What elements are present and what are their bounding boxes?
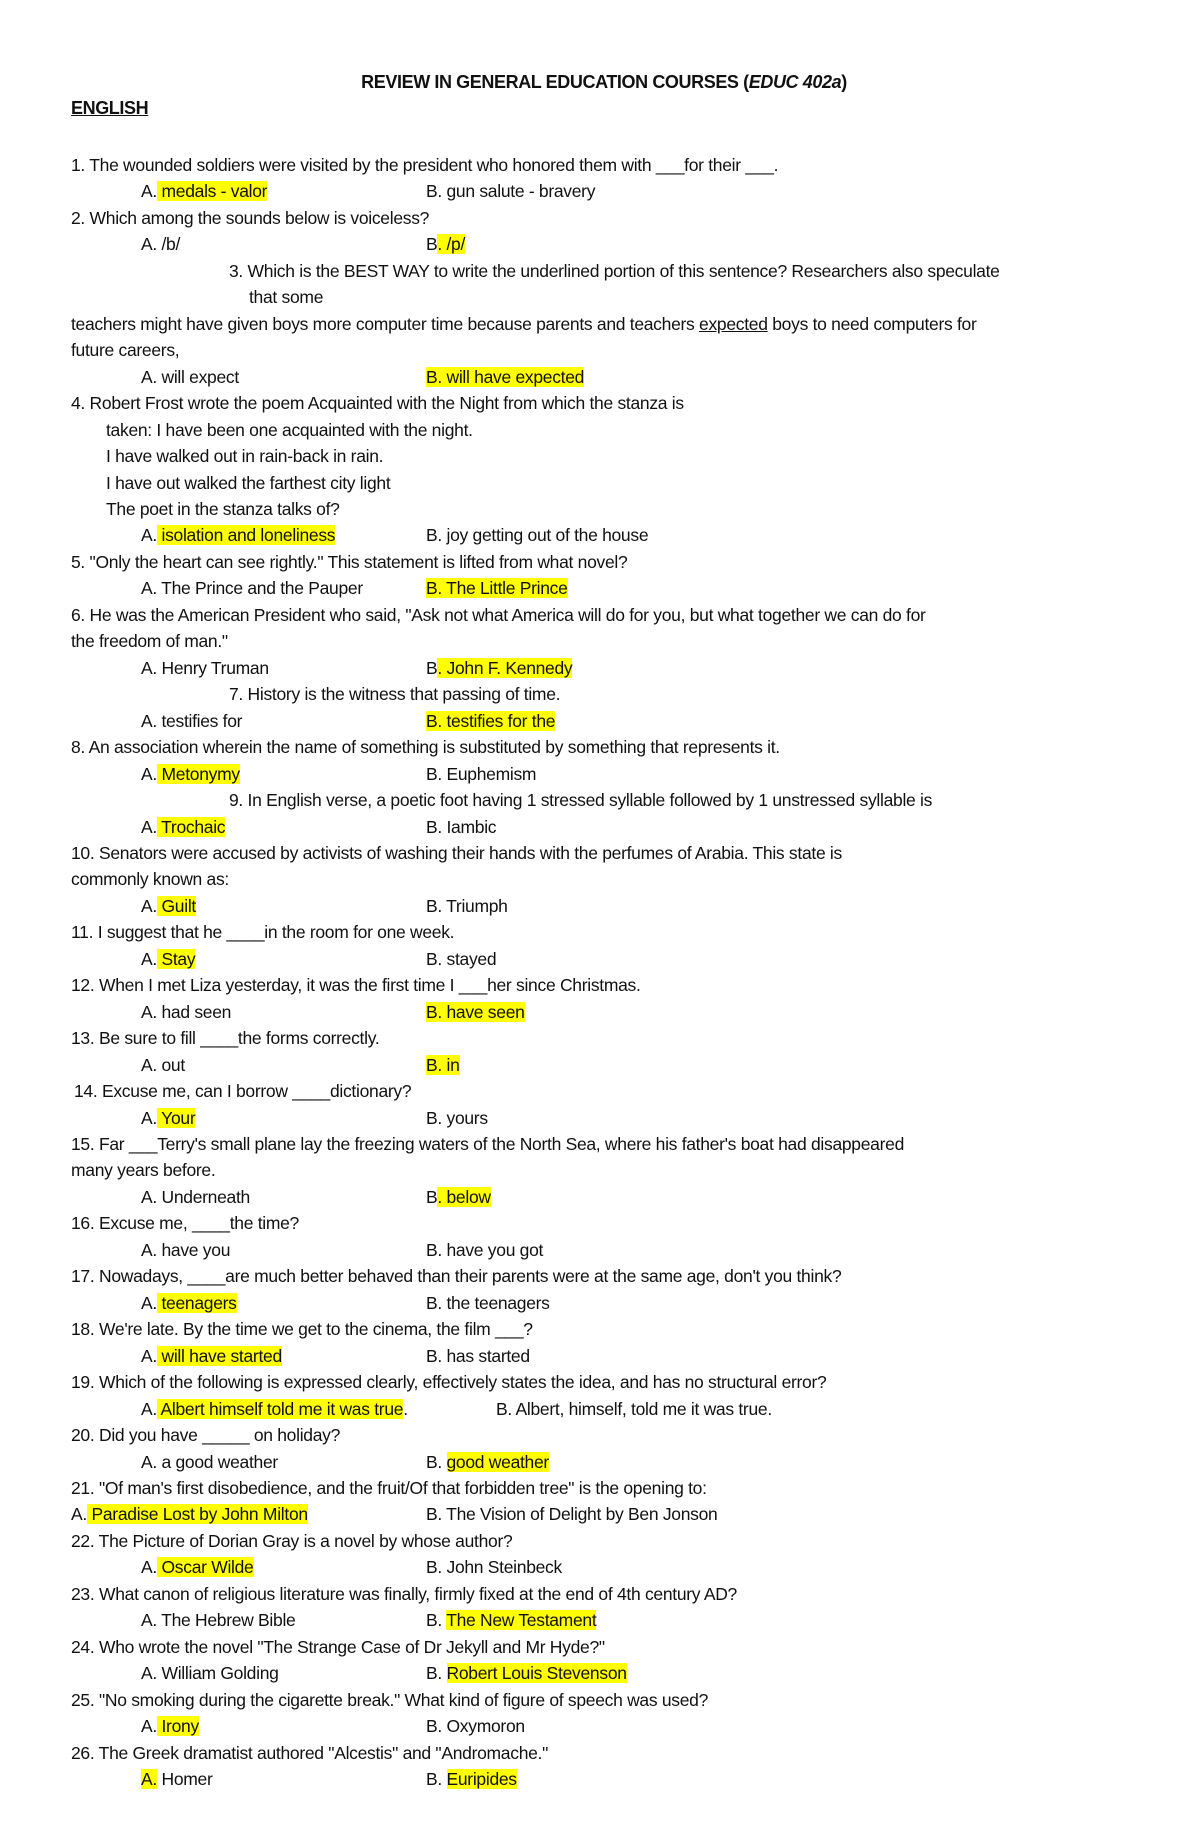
text-segment: The poet in the stanza talks of? [106, 498, 340, 519]
text-segment: A. [141, 1107, 157, 1128]
text-segment: 25. "No smoking during the cigarette break." What kind of figure of speech was used? [71, 1689, 709, 1710]
text-segment: B. yours [426, 1107, 488, 1128]
text-segment: A. [141, 1398, 157, 1419]
highlighted-answer: medals - valor [156, 181, 268, 202]
option-b [426, 1184, 491, 1210]
text-segment: 10. Senators were accused by activists of washing their hands with the perfumes of Arabia. This state is [71, 842, 842, 863]
option-b [426, 575, 568, 601]
highlighted-answer: Albert himself told me it was true [156, 1398, 404, 1419]
question-line [71, 152, 778, 178]
option-b [426, 1554, 562, 1580]
text-segment: 2. Which among the sounds below is voiceless? [71, 207, 430, 228]
text-segment: 6. He was the American President who said, "Ask not what America will do for you, but what together we can do for [71, 604, 926, 625]
text-segment: future careers, [71, 340, 180, 361]
text-segment: 14. Excuse me, can I borrow ____dictionary? [74, 1081, 412, 1102]
answer-options [0, 708, 1200, 734]
option-a [141, 364, 239, 390]
question-line [71, 972, 641, 998]
text-segment: A. a good weather [141, 1451, 278, 1472]
option-a [141, 708, 242, 734]
text-segment: A. [141, 181, 157, 202]
option-a [141, 1343, 282, 1369]
highlighted-answer: . /p/ [437, 234, 466, 255]
text-segment: A. testifies for [141, 710, 243, 731]
question-line [71, 1210, 299, 1236]
highlighted-answer: A. [141, 1769, 157, 1790]
text-segment: 15. Far ___Terry's small plane lay the freezing waters of the North Sea, where his father's boat had disappeared [71, 1134, 905, 1155]
option-b [426, 946, 496, 972]
answer-options [0, 575, 1200, 601]
option-a [141, 893, 196, 919]
question-line [71, 1634, 605, 1660]
option-b [426, 522, 648, 548]
text-segment: 12. When I met Liza yesterday, it was the first time I ___her since Christmas. [71, 975, 641, 996]
highlighted-answer: Euripides [446, 1769, 517, 1790]
option-a [141, 1713, 199, 1739]
text-segment: 16. Excuse me, ____the time? [71, 1213, 299, 1234]
text-segment: 24. Who wrote the novel "The Strange Case of Dr Jekyll and Mr Hyde?" [71, 1636, 605, 1657]
question-line [249, 284, 323, 310]
highlighted-answer: The New Testament [446, 1610, 597, 1631]
question-line [71, 840, 842, 866]
text-segment: B. John Steinbeck [426, 1557, 562, 1578]
option-b [426, 1343, 530, 1369]
text-segment: B. [426, 1610, 447, 1631]
text-segment: I have out walked the farthest city light [106, 472, 391, 493]
option-a [141, 1766, 213, 1792]
question-line [229, 258, 1000, 284]
text-segment: . [403, 1398, 408, 1419]
highlighted-answer: B. in [426, 1054, 460, 1075]
text-segment: B. gun salute - bravery [426, 181, 596, 202]
answer-options [0, 1607, 1200, 1633]
title-text: REVIEW IN GENERAL EDUCATION COURSES ( [361, 72, 749, 92]
answer-options [0, 1290, 1200, 1316]
option-b [426, 1607, 596, 1633]
option-b [426, 1290, 550, 1316]
answer-options [0, 231, 1200, 257]
option-b [426, 231, 465, 257]
option-b [426, 364, 584, 390]
text-segment: A. had seen [141, 1001, 232, 1022]
question-line [106, 496, 340, 522]
text-segment: B. Euphemism [426, 763, 537, 784]
text-segment: 11. I suggest that he ____in the room for one week. [71, 922, 455, 943]
option-a [71, 1501, 308, 1527]
question-line [71, 205, 429, 231]
text-segment: 20. Did you have _____ on holiday? [71, 1425, 341, 1446]
answer-options [0, 364, 1200, 390]
option-b [426, 1237, 543, 1263]
question-line [74, 1078, 411, 1104]
text-segment: A. [141, 948, 157, 969]
answer-options [0, 1554, 1200, 1580]
text-segment: A. William Golding [141, 1663, 279, 1684]
question-line [71, 1422, 340, 1448]
option-b [426, 893, 508, 919]
answer-options [0, 946, 1200, 972]
text-segment: B. stayed [426, 948, 497, 969]
highlighted-answer: B. The Little Prince [426, 578, 568, 599]
option-a [141, 1290, 237, 1316]
answer-options [0, 814, 1200, 840]
answer-options [0, 1713, 1200, 1739]
option-b [426, 1713, 525, 1739]
text-segment: B. have you got [426, 1239, 544, 1260]
option-b [426, 1105, 488, 1131]
highlighted-answer: Robert Louis Stevenson [446, 1663, 627, 1684]
text-segment: B [426, 1186, 438, 1207]
text-segment: 9. In English verse, a poetic foot having 1 stressed syllable followed by 1 unstressed syllable is [229, 790, 933, 811]
question-line [71, 628, 228, 654]
highlighted-answer: B. testifies for the [426, 710, 556, 731]
text-segment: A. Henry Truman [141, 657, 269, 678]
underlined-text: expected [699, 313, 768, 334]
option-b [426, 761, 536, 787]
text-segment: B. Iambic [426, 816, 497, 837]
option-b [426, 1449, 549, 1475]
question-line [71, 866, 229, 892]
text-segment: B. The Vision of Delight by Ben Jonson [426, 1504, 718, 1525]
question-line [71, 1263, 841, 1289]
option-a [141, 1554, 254, 1580]
section-heading: ENGLISH [71, 98, 149, 118]
text-segment: A. [141, 1292, 157, 1313]
highlighted-answer: Irony [156, 1716, 199, 1737]
text-segment: A. [71, 1504, 87, 1525]
answer-options [0, 999, 1200, 1025]
text-segment: A. out [141, 1054, 185, 1075]
text-segment: B. Albert, himself, told me it was true. [496, 1398, 772, 1419]
option-a [141, 946, 195, 972]
answer-options [0, 1660, 1200, 1686]
answer-options [0, 1501, 1200, 1527]
text-segment: 1. The wounded soldiers were visited by the president who honored them with ___for their ___. [71, 155, 779, 175]
text-segment: 17. Nowadays, ____are much better behaved than their parents were at the same age, don't you think? [71, 1266, 842, 1287]
highlighted-answer: . John F. Kennedy [437, 657, 573, 678]
option-a [141, 178, 267, 204]
text-segment: A. [141, 763, 157, 784]
text-segment: A. [141, 1716, 157, 1737]
option-b [426, 814, 496, 840]
highlighted-answer: isolation and loneliness [156, 525, 336, 546]
option-a [141, 575, 363, 601]
highlighted-answer: will have started [156, 1345, 282, 1366]
question-line [106, 470, 390, 496]
option-b [426, 1501, 717, 1527]
option-b [426, 999, 525, 1025]
text-segment: A. The Hebrew Bible [141, 1610, 296, 1631]
option-a [141, 1449, 278, 1475]
question-line [71, 1687, 708, 1713]
answer-options [0, 893, 1200, 919]
text-segment: boys to need computers for [767, 313, 977, 334]
text-segment: teachers might have given boys more computer time because parents and teachers [71, 313, 700, 334]
question-line [71, 1581, 737, 1607]
question-line [71, 549, 627, 575]
question-line [71, 1528, 512, 1554]
text-segment: 26. The Greek dramatist authored "Alcestis" and "Andromache." [71, 1742, 549, 1763]
highlighted-answer: Metonymy [156, 763, 240, 784]
answer-options [0, 1184, 1200, 1210]
option-a [141, 1184, 250, 1210]
text-segment: A. [141, 895, 157, 916]
option-b [426, 1660, 627, 1686]
question-line [71, 390, 684, 416]
text-segment: A. [141, 1345, 157, 1366]
option-b [426, 1052, 460, 1078]
option-a [141, 1052, 185, 1078]
option-a [141, 231, 180, 257]
course-code: EDUC 402a [748, 72, 842, 92]
text-segment: B [426, 234, 438, 255]
highlighted-answer: Stay [156, 948, 196, 969]
question-line [71, 1369, 826, 1395]
option-a [141, 761, 240, 787]
text-segment: A. [141, 525, 157, 546]
text-segment: 7. History is the witness that passing of time. [229, 684, 561, 705]
highlighted-answer: Guilt [156, 895, 196, 916]
answer-options [0, 1449, 1200, 1475]
option-a [141, 814, 225, 840]
answer-options [0, 1105, 1200, 1131]
answer-options [0, 655, 1200, 681]
highlighted-answer: Your [156, 1107, 196, 1128]
text-segment: 13. Be sure to fill ____the forms correctly. [71, 1028, 380, 1049]
text-segment: A. /b/ [141, 234, 181, 255]
option-a [141, 999, 231, 1025]
option-a [141, 1396, 408, 1422]
answer-options [0, 761, 1200, 787]
answer-options [0, 1396, 1200, 1422]
text-segment: commonly known as: [71, 869, 229, 890]
highlighted-answer: B. have seen [426, 1001, 525, 1022]
answer-options [0, 178, 1200, 204]
question-line [71, 1475, 707, 1501]
text-segment: 21. "Of man's first disobedience, and the fruit/Of that forbidden tree" is the opening to: [71, 1478, 707, 1498]
answer-options [0, 1766, 1200, 1792]
text-segment: 8. An association wherein the name of something is substituted by something that represents it. [71, 737, 780, 758]
text-segment: A. will expect [141, 366, 239, 387]
option-a [141, 1607, 295, 1633]
text-segment: A. The Prince and the Pauper [141, 578, 363, 599]
answer-options [0, 522, 1200, 548]
question-line [71, 602, 926, 628]
text-segment: Homer [156, 1769, 213, 1790]
highlighted-answer: teenagers [156, 1292, 237, 1313]
answer-options [0, 1343, 1200, 1369]
question-line [106, 443, 383, 469]
question-line [71, 1157, 215, 1183]
option-a [141, 1660, 279, 1686]
text-segment: 19. Which of the following is expressed clearly, effectively states the idea, and has no structural error? [71, 1372, 827, 1393]
text-segment: A. [141, 1557, 157, 1578]
answer-options [0, 1052, 1200, 1078]
text-segment: A. [141, 816, 157, 837]
text-segment: the freedom of man." [71, 631, 228, 652]
text-segment: many years before. [71, 1160, 216, 1181]
title-end: ) [841, 72, 847, 92]
answer-options [0, 1237, 1200, 1263]
text-segment: taken: I have been one acquainted with the night. [106, 419, 473, 440]
text-segment: 23. What canon of religious literature was finally, firmly fixed at the end of 4th century AD? [71, 1583, 737, 1604]
text-segment: B. has started [426, 1345, 530, 1366]
text-segment: B. Triumph [426, 895, 508, 916]
option-b [496, 1396, 772, 1422]
option-a [141, 1105, 195, 1131]
text-segment: B. [426, 1451, 447, 1472]
question-line [71, 734, 780, 760]
highlighted-answer: . below [437, 1186, 491, 1207]
highlighted-answer: Trochaic [156, 816, 226, 837]
question-line [71, 919, 454, 945]
option-b [426, 178, 595, 204]
text-segment: B. the teenagers [426, 1292, 550, 1313]
question-line [71, 1025, 379, 1051]
question-line [71, 337, 179, 363]
text-segment: B [426, 657, 438, 678]
highlighted-answer: Paradise Lost by John Milton [86, 1504, 308, 1525]
text-segment: 18. We're late. By the time we get to the cinema, the film ___? [71, 1319, 533, 1340]
document-title [0, 72, 1200, 93]
highlighted-answer: Oscar Wilde [156, 1557, 254, 1578]
question-line [229, 787, 932, 813]
text-segment: A. have you [141, 1239, 231, 1260]
question-line [71, 1740, 548, 1766]
question-line [71, 311, 977, 337]
text-segment: B. [426, 1769, 447, 1790]
option-b [426, 708, 555, 734]
text-segment: B. Oxymoron [426, 1716, 525, 1737]
text-segment: I have walked out in rain-back in rain. [106, 446, 384, 467]
option-a [141, 1237, 230, 1263]
question-line [71, 1316, 533, 1342]
highlighted-answer: B. will have expected [426, 366, 585, 387]
option-a [141, 655, 269, 681]
option-b [426, 655, 572, 681]
text-segment: A. Underneath [141, 1186, 250, 1207]
option-a [141, 522, 335, 548]
text-segment: that some [249, 287, 324, 308]
option-b [426, 1766, 517, 1792]
text-segment: 5. "Only the heart can see rightly." This statement is lifted from what novel? [71, 551, 628, 572]
text-segment: 3. Which is the BEST WAY to write the underlined portion of this sentence? Researchers also speculate [229, 260, 1000, 281]
text-segment: B. [426, 1663, 447, 1684]
question-line [229, 681, 560, 707]
highlighted-answer: good weather [446, 1451, 549, 1472]
question-line [71, 1131, 904, 1157]
question-line [106, 417, 473, 443]
text-segment: 22. The Picture of Dorian Gray is a novel by whose author? [71, 1530, 513, 1551]
text-segment: B. joy getting out of the house [426, 525, 649, 546]
text-segment: 4. Robert Frost wrote the poem Acquainted with the Night from which the stanza is [71, 393, 684, 414]
